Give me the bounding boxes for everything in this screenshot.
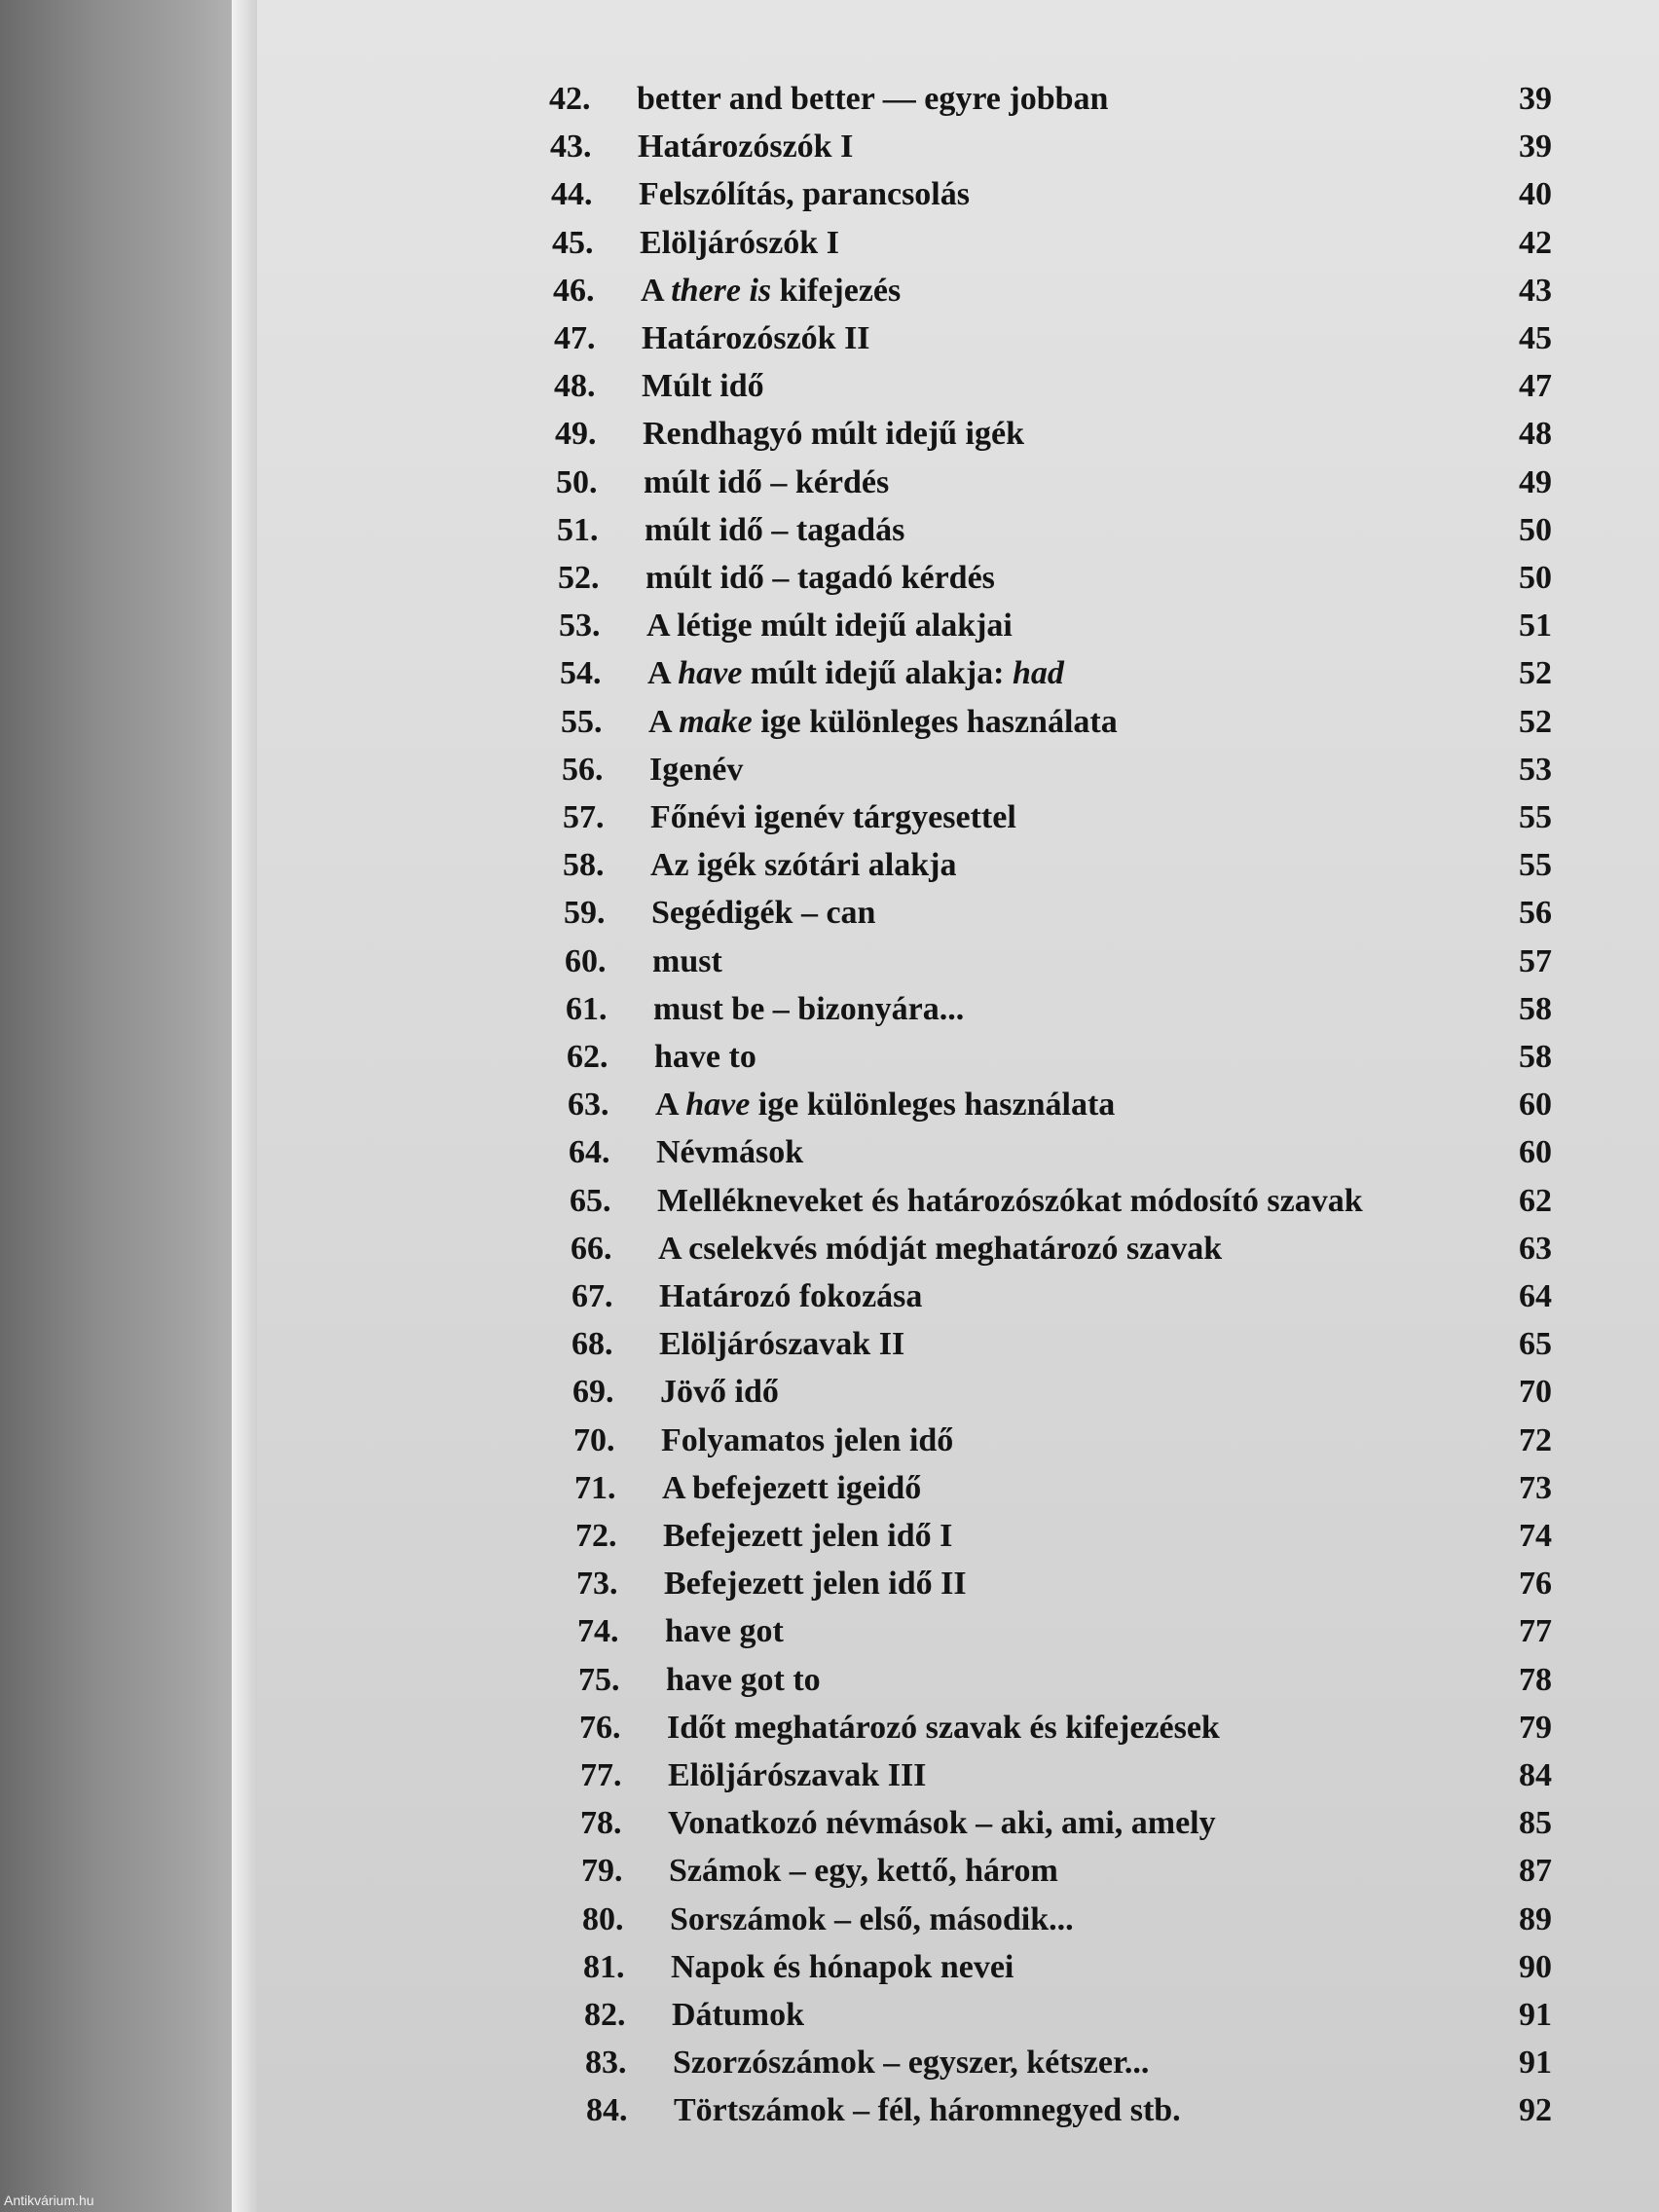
toc-entry-number: 75. xyxy=(578,1661,620,1698)
toc-entry-title-text: Folyamatos jelen idő xyxy=(661,1421,954,1458)
toc-entry-number: 76. xyxy=(579,1709,621,1746)
toc-entry-page: 73 xyxy=(1519,1469,1552,1506)
toc-entry-title xyxy=(650,844,956,887)
toc-entry-page: 91 xyxy=(1519,1997,1552,2033)
toc-entry-title-text: Felszólítás, parancsolás xyxy=(639,176,970,213)
toc-entry xyxy=(551,173,1552,216)
toc-entry-title-text: ige különleges használata xyxy=(750,1087,1116,1124)
toc-entry xyxy=(564,892,1552,935)
toc-entry-number: 42. xyxy=(549,81,591,117)
toc-entry-title-text: ige különleges használata xyxy=(752,703,1118,740)
toc-entry xyxy=(558,557,1552,600)
toc-entry-title-text: better and better — egyre jobban xyxy=(637,81,1109,117)
toc-entry-title xyxy=(643,413,1024,456)
toc-entry-title xyxy=(649,749,743,792)
toc-entry-page: 45 xyxy=(1519,320,1552,356)
toc-entry-page: 55 xyxy=(1519,847,1552,884)
toc-entry-number: 51. xyxy=(557,511,599,548)
toc-entry-page: 50 xyxy=(1519,511,1552,548)
toc-entry-title xyxy=(639,173,970,216)
toc-entry-title xyxy=(656,1131,803,1174)
toc-entry-title xyxy=(669,1850,1058,1893)
watermark: Antikvárium.hu xyxy=(4,2193,94,2208)
toc-entry-number: 63. xyxy=(568,1087,609,1124)
toc-entry-title xyxy=(642,365,764,408)
toc-entry-title-text: must xyxy=(652,942,722,979)
toc-entry xyxy=(550,126,1552,168)
toc-entry-page: 78 xyxy=(1519,1661,1552,1698)
toc-entry-title xyxy=(668,1802,1216,1845)
toc-entry-number: 50. xyxy=(556,463,598,500)
toc-entry-title xyxy=(644,461,889,504)
toc-entry-page: 91 xyxy=(1519,2045,1552,2082)
toc-entry xyxy=(584,1994,1552,2037)
toc-entry-page: 57 xyxy=(1519,942,1552,979)
toc-entry-number: 71. xyxy=(574,1469,616,1506)
toc-entry-title-text: A létige múlt idejű alakjai xyxy=(646,608,1013,645)
toc-entry-page: 50 xyxy=(1519,560,1552,596)
toc-entry-number: 83. xyxy=(585,2045,627,2082)
toc-entry-number: 78. xyxy=(580,1805,622,1842)
toc-entry-title-text: Elöljárószók I xyxy=(640,224,839,261)
toc-entry-title-text: Elöljárószavak III xyxy=(668,1757,927,1793)
toc-entry xyxy=(579,1707,1552,1750)
toc-entry-title-italic: make xyxy=(679,703,753,740)
book-page xyxy=(257,0,1659,2212)
toc-entry xyxy=(585,2042,1552,2084)
toc-entry-number: 80. xyxy=(582,1900,624,1937)
toc-entry-title-text: Befejezett jelen idő I xyxy=(663,1518,953,1554)
toc-entry-number: 61. xyxy=(566,990,608,1027)
toc-entry xyxy=(554,365,1552,408)
toc-entry-number: 73. xyxy=(576,1566,618,1603)
toc-entry-title-text: A befejezett igeidő xyxy=(662,1469,922,1506)
toc-entry-page: 48 xyxy=(1519,416,1552,453)
toc-entry-number: 58. xyxy=(563,847,605,884)
toc-entry xyxy=(557,509,1552,552)
toc-entry-title xyxy=(641,270,901,313)
toc-entry-title-text: múlt idő – kérdés xyxy=(644,463,890,500)
toc-entry xyxy=(583,1946,1552,1989)
toc-entry-page: 70 xyxy=(1519,1374,1552,1411)
toc-entry-page: 60 xyxy=(1519,1134,1552,1171)
toc-entry xyxy=(556,461,1552,504)
toc-entry-page: 42 xyxy=(1519,224,1552,261)
toc-entry xyxy=(574,1467,1552,1510)
toc-entry-page: 90 xyxy=(1519,1948,1552,1985)
toc-entry-page: 74 xyxy=(1519,1518,1552,1554)
toc-entry-title-text: Múlt idő xyxy=(642,368,764,405)
toc-entry xyxy=(563,796,1552,839)
toc-entry xyxy=(582,1899,1552,1941)
toc-entry-page: 89 xyxy=(1519,1900,1552,1937)
toc-entry-title xyxy=(659,1275,922,1318)
toc-entry xyxy=(549,78,1552,121)
toc-entry-title-text: Rendhagyó múlt idejű igék xyxy=(643,416,1024,453)
toc-entry-title xyxy=(663,1515,952,1558)
toc-entry-number: 66. xyxy=(571,1230,612,1267)
toc-entry-title-italic: there is xyxy=(671,272,772,309)
toc-entry-title xyxy=(653,988,964,1031)
toc-entry-title-text: Az igék szótári alakja xyxy=(650,847,957,884)
toc-entry-page: 55 xyxy=(1519,799,1552,835)
toc-entry-number: 67. xyxy=(571,1278,613,1314)
toc-entry-title xyxy=(668,1754,926,1797)
toc-entry-title-text: Határozó fokozása xyxy=(659,1278,923,1314)
toc-entry xyxy=(575,1515,1552,1558)
toc-entry-title xyxy=(657,1180,1363,1223)
toc-entry-title xyxy=(674,2089,1181,2132)
toc-entry xyxy=(571,1275,1552,1318)
toc-entry-title xyxy=(654,1036,756,1079)
toc-entry-number: 68. xyxy=(571,1326,613,1363)
toc-entry-page: 49 xyxy=(1519,463,1552,500)
toc-entry-title xyxy=(666,1659,821,1702)
toc-entry-title-text: Mellékneveket és határozószókat módosító szavak xyxy=(657,1182,1363,1219)
toc-entry-title xyxy=(652,940,722,983)
toc-entry-title-text: Főnévi igenév tárgyesettel xyxy=(650,799,1016,835)
toc-entry-number: 48. xyxy=(554,368,596,405)
toc-entry xyxy=(568,1084,1552,1126)
toc-entry xyxy=(567,1036,1552,1079)
toc-entry xyxy=(566,988,1552,1031)
toc-entry-page: 51 xyxy=(1519,608,1552,645)
toc-entry-title-text: Időt meghatározó szavak és kifejezések xyxy=(667,1709,1220,1746)
toc-entry-number: 60. xyxy=(565,942,607,979)
toc-entry xyxy=(586,2089,1552,2132)
toc-entry-title xyxy=(647,652,1064,695)
toc-entry-title-text: A xyxy=(641,272,672,309)
toc-entry xyxy=(576,1563,1552,1605)
toc-entry-title xyxy=(659,1323,904,1366)
book-spine-shadow xyxy=(0,0,232,2212)
toc-entry-number: 70. xyxy=(573,1421,615,1458)
toc-entry xyxy=(562,749,1552,792)
toc-entry-page: 58 xyxy=(1519,1039,1552,1075)
toc-entry-title-text: A xyxy=(655,1087,686,1124)
toc-entry-number: 53. xyxy=(559,608,601,645)
toc-entry-title-text: Törtszámok – fél, háromnegyed stb. xyxy=(674,2092,1181,2129)
toc-entry-title-text: Határozószók II xyxy=(642,320,870,356)
toc-entry-page: 84 xyxy=(1519,1757,1552,1793)
toc-entry-number: 47. xyxy=(554,320,596,356)
toc-entry-number: 77. xyxy=(580,1757,622,1793)
toc-entry xyxy=(578,1659,1552,1702)
toc-entry-page: 53 xyxy=(1519,751,1552,788)
toc-entry-title-text: must be – bizonyára... xyxy=(653,990,965,1027)
toc-entry-number: 59. xyxy=(564,895,606,932)
toc-entry xyxy=(563,844,1552,887)
toc-entry-title xyxy=(648,701,1118,744)
page-edge xyxy=(232,0,257,2212)
toc-entry-title xyxy=(642,317,870,360)
toc-entry-title xyxy=(640,222,839,265)
toc-entry-title-text: Névmások xyxy=(656,1134,804,1171)
toc-entry xyxy=(573,1419,1552,1462)
toc-entry-page: 64 xyxy=(1519,1278,1552,1314)
toc-entry-page: 76 xyxy=(1519,1566,1552,1603)
toc-entry-title-text: Elöljárószavak II xyxy=(659,1326,905,1363)
toc-entry xyxy=(553,270,1552,313)
toc-entry-number: 45. xyxy=(552,224,594,261)
toc-entry-page: 43 xyxy=(1519,272,1552,309)
toc-entry-title xyxy=(667,1707,1220,1750)
toc-entry-title xyxy=(658,1228,1222,1271)
toc-entry-number: 84. xyxy=(586,2092,628,2129)
toc-entry xyxy=(561,701,1552,744)
toc-entry-title-italic: have xyxy=(685,1087,751,1124)
toc-entry-title xyxy=(646,605,1013,647)
toc-entry-title-text: Számok – egy, kettő, három xyxy=(669,1853,1058,1890)
toc-entry xyxy=(572,1371,1552,1414)
toc-entry xyxy=(554,317,1552,360)
toc-entry-title-text: kifejezés xyxy=(771,272,902,309)
toc-entry-number: 72. xyxy=(575,1518,617,1554)
toc-entry-title-text: have got xyxy=(665,1613,784,1650)
toc-entry-title xyxy=(673,2042,1149,2084)
toc-entry xyxy=(571,1228,1552,1271)
toc-entry xyxy=(580,1802,1552,1845)
toc-entry-title-text: múlt idő – tagadás xyxy=(645,511,905,548)
toc-entry-page: 62 xyxy=(1519,1182,1552,1219)
toc-entry-page: 63 xyxy=(1519,1230,1552,1267)
toc-entry-title-text: múlt idő – tagadó kérdés xyxy=(645,560,995,596)
toc-entry-number: 44. xyxy=(551,176,593,213)
toc-entry-title-text: Határozószók I xyxy=(638,129,854,166)
toc-entry xyxy=(580,1754,1552,1797)
toc-entry-title xyxy=(665,1610,784,1653)
toc-entry-title xyxy=(664,1563,967,1605)
toc-entry-title-text: Vonatkozó névmások – aki, ami, amely xyxy=(668,1805,1216,1842)
toc-entry xyxy=(571,1323,1552,1366)
toc-entry-title xyxy=(670,1899,1074,1941)
toc-entry-title xyxy=(662,1467,921,1510)
toc-entry-title xyxy=(651,892,875,935)
toc-entry xyxy=(559,605,1552,647)
toc-entry-title-text: Befejezett jelen idő II xyxy=(664,1566,967,1603)
toc-entry-title-text: Sorszámok – első, második... xyxy=(670,1900,1074,1937)
toc-entry-page: 52 xyxy=(1519,655,1552,692)
toc-entry-number: 57. xyxy=(563,799,605,835)
toc-entry xyxy=(581,1850,1552,1893)
toc-entry-title xyxy=(672,1994,804,2037)
toc-entry-number: 65. xyxy=(570,1182,611,1219)
toc-entry-number: 81. xyxy=(583,1948,625,1985)
toc-entry-number: 82. xyxy=(584,1997,626,2033)
toc-entry-page: 39 xyxy=(1519,81,1552,117)
toc-entry-page: 39 xyxy=(1519,129,1552,166)
toc-entry-number: 52. xyxy=(558,560,600,596)
toc-entry xyxy=(569,1131,1552,1174)
toc-entry-page: 85 xyxy=(1519,1805,1552,1842)
toc-entry xyxy=(577,1610,1552,1653)
toc-entry-title-text: Szorzószámok – egyszer, kétszer... xyxy=(673,2045,1150,2082)
toc-entry-number: 54. xyxy=(560,655,602,692)
toc-entry-page: 87 xyxy=(1519,1853,1552,1890)
toc-entry-title xyxy=(655,1084,1115,1126)
toc-entry-title xyxy=(645,509,904,552)
toc-entry-title xyxy=(638,126,853,168)
toc-entry xyxy=(552,222,1552,265)
toc-entry-title-text: have got to xyxy=(666,1661,821,1698)
toc-entry-page: 56 xyxy=(1519,895,1552,932)
toc-entry-page: 79 xyxy=(1519,1709,1552,1746)
toc-entry xyxy=(565,940,1552,983)
toc-entry-number: 79. xyxy=(581,1853,623,1890)
toc-entry-title-text: A cselekvés módját meghatározó szavak xyxy=(658,1230,1223,1267)
toc-entry-title-text: Dátumok xyxy=(672,1997,805,2033)
toc-entry-title xyxy=(650,796,1016,839)
toc-entry-page: 52 xyxy=(1519,703,1552,740)
toc-entry-page: 65 xyxy=(1519,1326,1552,1363)
toc-entry xyxy=(570,1180,1552,1223)
toc-entry-number: 64. xyxy=(569,1134,610,1171)
toc-entry-page: 92 xyxy=(1519,2092,1552,2129)
toc-entry-title-text: A xyxy=(648,703,680,740)
toc-entry-title-text: Igenév xyxy=(649,751,744,788)
toc-entry-title-text: Jövő idő xyxy=(660,1374,779,1411)
toc-entry-title-italic: had xyxy=(1012,655,1064,692)
toc-entry-number: 56. xyxy=(562,751,604,788)
toc-entry-title xyxy=(660,1371,779,1414)
toc-entry xyxy=(555,413,1552,456)
toc-entry-number: 46. xyxy=(553,272,595,309)
toc-entry-number: 74. xyxy=(577,1613,619,1650)
toc-entry-page: 47 xyxy=(1519,368,1552,405)
toc-entry-title-text: have to xyxy=(654,1039,756,1075)
toc-entry-page: 40 xyxy=(1519,176,1552,213)
toc-entry-number: 43. xyxy=(550,129,592,166)
toc-entry-title-text: Segédigék – can xyxy=(651,895,876,932)
toc-entry-title-italic: have xyxy=(678,655,743,692)
toc-entry-number: 49. xyxy=(555,416,597,453)
toc-entry-page: 60 xyxy=(1519,1087,1552,1124)
toc-entry-number: 69. xyxy=(572,1374,614,1411)
toc-entry-title xyxy=(671,1946,1014,1989)
toc-entry-title xyxy=(645,557,995,600)
toc-entry-number: 55. xyxy=(561,703,603,740)
toc-entry-title-text: A xyxy=(647,655,679,692)
toc-entry xyxy=(560,652,1552,695)
toc-entry-page: 58 xyxy=(1519,990,1552,1027)
toc-entry-page: 72 xyxy=(1519,1421,1552,1458)
toc-entry-number: 62. xyxy=(567,1039,608,1075)
toc-entry-title xyxy=(661,1419,953,1462)
toc-entry-title xyxy=(637,78,1108,121)
toc-entry-title-text: Napok és hónapok nevei xyxy=(671,1948,1014,1985)
toc-entry-title-text: múlt idejű alakja: xyxy=(742,655,1013,692)
toc-entry-page: 77 xyxy=(1519,1613,1552,1650)
